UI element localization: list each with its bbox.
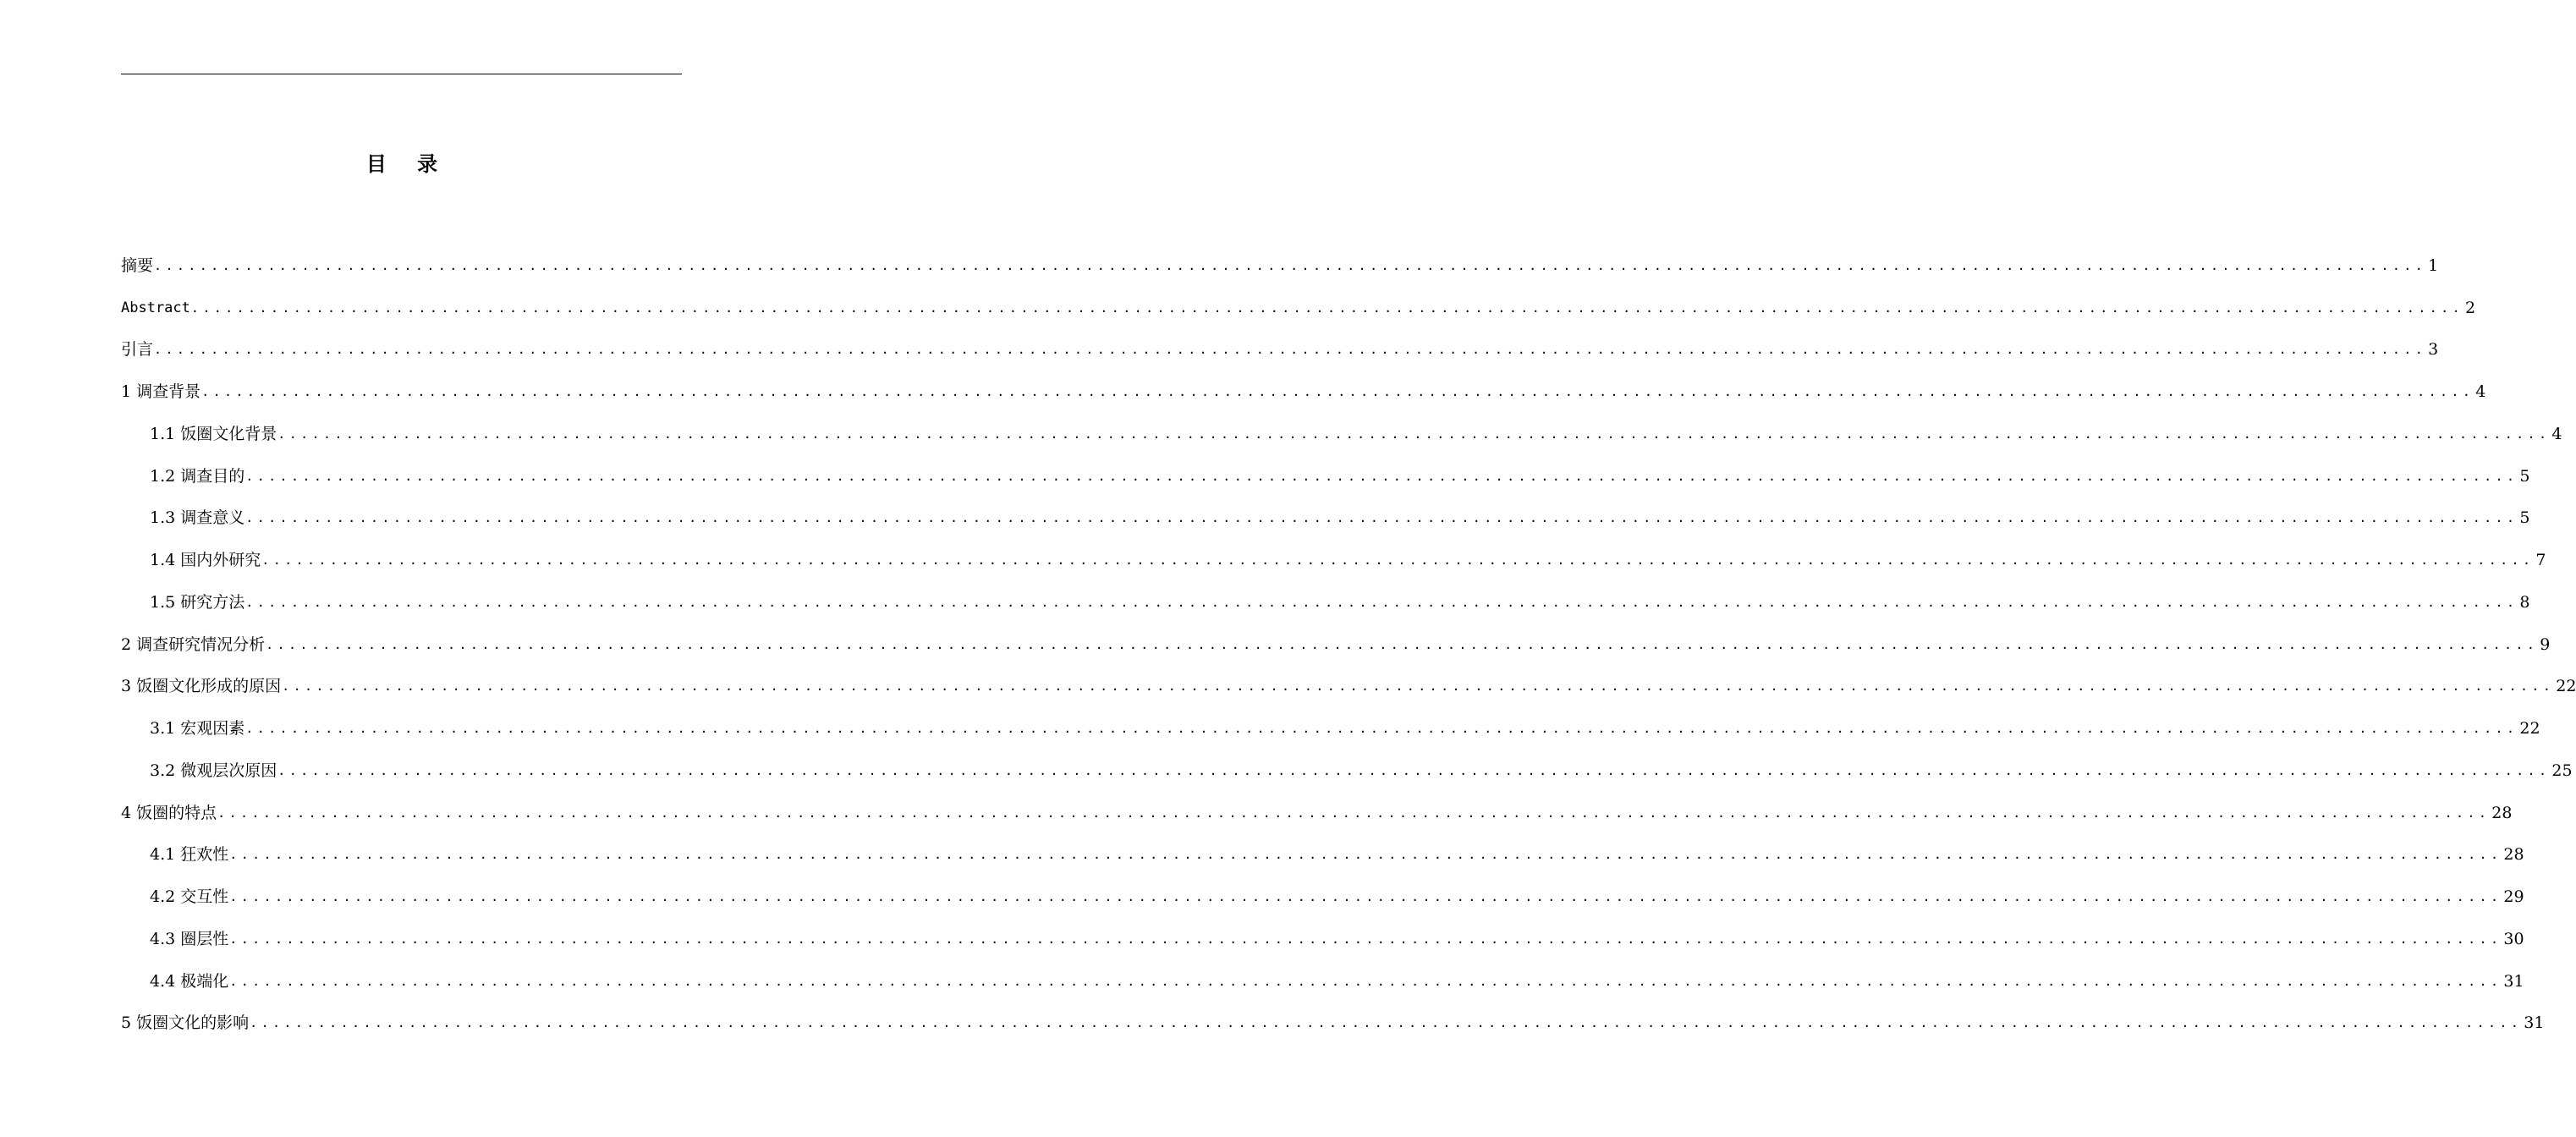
toc-dot-leader: ........................................................................................................................................................................................................ xyxy=(229,847,2502,863)
toc-dot-leader: ........................................................................................................................................................................................................ xyxy=(190,299,2464,316)
toc-dot-leader: ........................................................................................................................................................................................................ xyxy=(266,636,2539,652)
toc-entry-page-number: 25 xyxy=(2551,761,2573,780)
toc-dot-leader: ........................................................................................................................................................................................................ xyxy=(250,1015,2523,1031)
toc-entry-label: 4.3 圈层性 xyxy=(150,929,229,948)
toc-entry-label: 3.2 微观层次原因 xyxy=(150,761,277,780)
toc-entry xyxy=(121,656,2576,699)
toc-entry-page-number: 22 xyxy=(2556,677,2576,696)
toc-dot-leader: ........................................................................................................................................................................................................ xyxy=(282,678,2555,695)
toc-entry-label: 1.2 调查目的 xyxy=(150,466,245,486)
toc-entry-page-number: 2 xyxy=(2465,298,2476,317)
toc-dot-leader: ........................................................................................................................................................................................................ xyxy=(245,468,2518,484)
toc-entry xyxy=(121,825,2524,867)
toc-dot-leader: ........................................................................................................................................................................................................ xyxy=(154,257,2427,273)
toc-entry-label: 摘要 xyxy=(121,255,154,275)
toc-dot-leader: ........................................................................................................................................................................................................ xyxy=(245,721,2518,736)
toc-entry-label: 1 调查背景 xyxy=(121,382,201,401)
toc-entry-label: 3 饭圈文化形成的原因 xyxy=(121,677,282,696)
toc-entry-label: 1.4 国内外研究 xyxy=(150,551,261,569)
toc-dot-leader: ........................................................................................................................................................................................................ xyxy=(277,762,2551,778)
toc-entry-page-number: 1 xyxy=(2428,255,2439,275)
toc-entry xyxy=(121,404,2562,446)
toc-entry-label: 3.1 宏观因素 xyxy=(150,719,245,738)
table-of-contents xyxy=(121,235,2576,1035)
toc-entry-label: 1.5 研究方法 xyxy=(150,592,245,612)
toc-dot-leader: ........................................................................................................................................................................................................ xyxy=(229,889,2502,904)
toc-entry xyxy=(121,572,2530,614)
toc-entry-page-number: 5 xyxy=(2519,508,2530,528)
toc-entry-page-number: 3 xyxy=(2428,340,2439,360)
toc-entry-page-number: 8 xyxy=(2519,592,2530,612)
toc-entry xyxy=(121,783,2513,825)
toc-entry-label: 5 饭圈文化的影响 xyxy=(121,1013,250,1033)
toc-entry-page-number: 9 xyxy=(2540,634,2551,654)
toc-entry-page-number: 7 xyxy=(2535,551,2546,569)
toc-entry xyxy=(121,951,2524,993)
toc-entry xyxy=(121,488,2530,530)
toc-dot-leader: ........................................................................................................................................................................................................ xyxy=(229,931,2502,947)
toc-entry-label: 引言 xyxy=(121,340,154,360)
toc-entry-label: Abstract xyxy=(121,299,190,316)
toc-dot-leader: ........................................................................................................................................................................................................ xyxy=(261,552,2535,568)
toc-entry-page-number: 4 xyxy=(2475,382,2486,401)
toc-entry xyxy=(121,446,2530,488)
toc-entry-page-number: 5 xyxy=(2519,466,2530,486)
toc-entry xyxy=(121,614,2551,656)
toc-entry xyxy=(121,698,2540,740)
toc-dot-leader: ........................................................................................................................................................................................................ xyxy=(245,510,2518,526)
toc-entry-label: 4.1 狂欢性 xyxy=(150,845,229,865)
toc-entry-page-number: 4 xyxy=(2551,424,2562,443)
toc-entry xyxy=(121,866,2524,909)
toc-entry xyxy=(121,993,2545,1035)
toc-entry-page-number: 30 xyxy=(2503,929,2524,948)
toc-entry-label: 4.4 极端化 xyxy=(150,971,229,991)
toc-title: 目 录 xyxy=(365,152,450,176)
toc-dot-leader: ........................................................................................................................................................................................................ xyxy=(201,384,2474,399)
toc-entry xyxy=(121,909,2524,951)
toc-entry xyxy=(121,740,2573,783)
toc-entry-page-number: 22 xyxy=(2519,719,2540,738)
toc-dot-leader: ........................................................................................................................................................................................................ xyxy=(277,426,2551,442)
toc-entry-page-number: 29 xyxy=(2503,887,2524,906)
toc-entry-page-number: 28 xyxy=(2503,845,2524,865)
toc-entry xyxy=(121,235,2439,277)
toc-dot-leader: ........................................................................................................................................................................................................ xyxy=(217,805,2491,821)
toc-dot-leader: ........................................................................................................................................................................................................ xyxy=(154,342,2427,358)
toc-entry-page-number: 28 xyxy=(2491,803,2513,822)
toc-entry-page-number: 31 xyxy=(2503,971,2524,991)
toc-entry-label: 1.1 饭圈文化背景 xyxy=(150,424,277,443)
toc-entry-label: 4 饭圈的特点 xyxy=(121,803,217,822)
toc-entry-label: 2 调查研究情况分析 xyxy=(121,634,266,654)
toc-entry xyxy=(121,320,2439,362)
toc-entry xyxy=(121,361,2486,404)
toc-entry-page-number: 31 xyxy=(2524,1013,2545,1033)
toc-entry-label: 4.2 交互性 xyxy=(150,887,229,906)
toc-entry xyxy=(121,530,2546,572)
toc-entry-label: 1.3 调查意义 xyxy=(150,508,245,528)
toc-dot-leader: ........................................................................................................................................................................................................ xyxy=(229,973,2502,989)
toc-dot-leader: ........................................................................................................................................................................................................ xyxy=(245,594,2518,610)
toc-entry xyxy=(121,277,2476,320)
